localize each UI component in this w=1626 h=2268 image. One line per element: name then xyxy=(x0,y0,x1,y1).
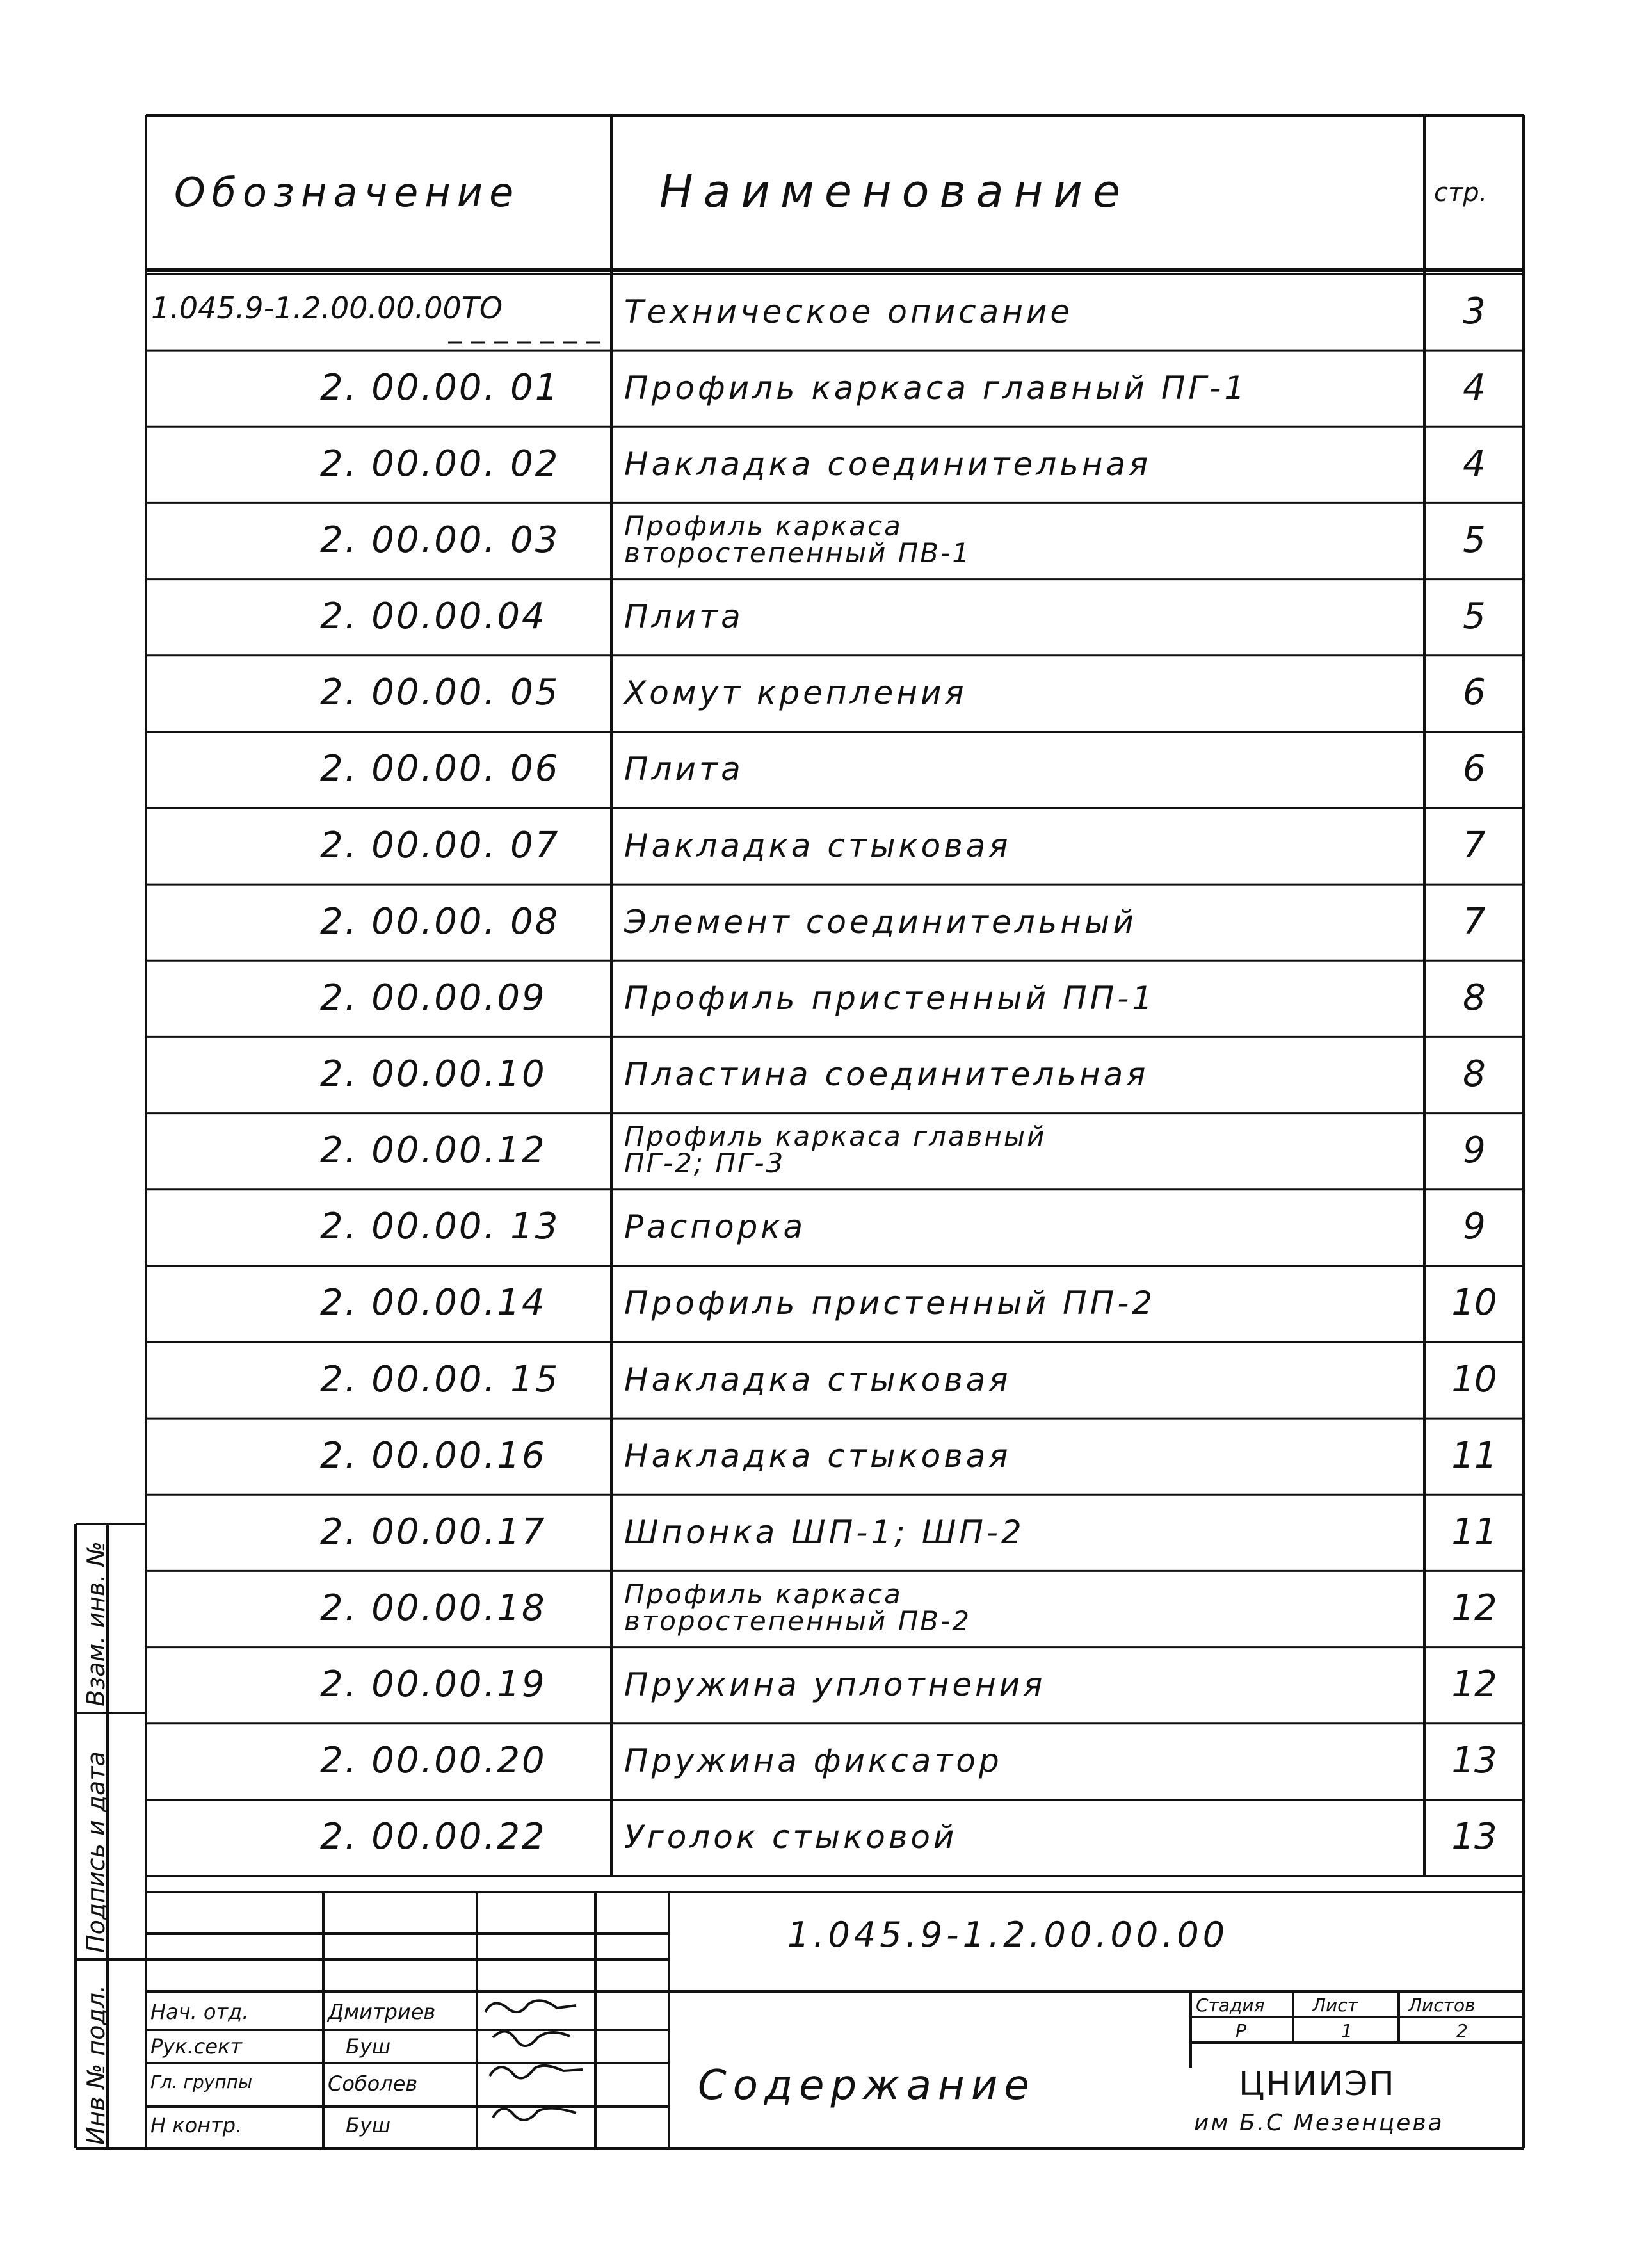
header-name: Наименование xyxy=(659,165,1131,218)
sheet-label: Лист xyxy=(1312,1995,1358,2016)
row-page: 13 xyxy=(1451,1816,1497,1858)
role-label: Гл. группы xyxy=(150,2071,253,2093)
row-code: 2. 00.00. 01 xyxy=(320,366,560,409)
stage-label: Стадия xyxy=(1196,1995,1265,2016)
header-page: стр. xyxy=(1434,178,1488,207)
row-code: 2. 00.00.17 xyxy=(320,1511,547,1553)
row-code: 2. 00.00.10 xyxy=(320,1053,547,1095)
row-name: Пружина фиксатор xyxy=(624,1742,1002,1780)
row-code: 2. 00.00. 03 xyxy=(320,519,560,561)
stage-value: Р xyxy=(1236,2020,1246,2041)
row-name: Профиль каркаса главный ПГ-2; ПГ-3 xyxy=(624,1121,1047,1179)
row-name: Накладка соединительная xyxy=(624,445,1152,483)
row-page: 6 xyxy=(1463,748,1486,790)
row-page: 12 xyxy=(1451,1664,1497,1706)
row-page: 8 xyxy=(1463,1053,1486,1095)
row-name: Пружина уплотнения xyxy=(624,1666,1046,1704)
side-stamp-sign-date: Подпись и дата xyxy=(82,1751,110,1953)
row-name: Плита xyxy=(624,598,744,636)
role-label: Н контр. xyxy=(150,2113,243,2137)
row-name: Распорка xyxy=(624,1208,807,1246)
row-page: 7 xyxy=(1463,900,1486,943)
organization-name: ЦНИИЭП xyxy=(1239,2065,1396,2103)
row-name: Пластина соединительная xyxy=(624,1056,1149,1093)
title-block-document-title: Содержание xyxy=(698,2062,1036,2109)
row-name: Профиль пристенный ПП-2 xyxy=(624,1284,1156,1322)
row-code: 2. 00.00.16 xyxy=(320,1434,547,1477)
row-code: 2. 00.00.18 xyxy=(320,1587,547,1629)
row-code: 2. 00.00.09 xyxy=(320,976,547,1019)
role-person: Буш xyxy=(346,2034,391,2059)
row-page: 5 xyxy=(1463,519,1486,561)
row-page: 11 xyxy=(1451,1434,1497,1477)
row-name: Накладка стыковая xyxy=(624,827,1011,864)
row-name: Профиль каркаса второстепенный ПВ-2 xyxy=(624,1578,971,1637)
title-block-document-code: 1.045.9-1.2.00.00.00 xyxy=(787,1915,1229,1955)
row-code: 2. 00.00.14 xyxy=(320,1282,547,1324)
row-name: Шпонка ШП-1; ШП-2 xyxy=(624,1513,1025,1551)
row-code: 2. 00.00.19 xyxy=(320,1664,547,1706)
row-code: 2. 00.00. 02 xyxy=(320,442,560,485)
row-page: 9 xyxy=(1463,1130,1486,1172)
row-name: Уголок стыковой xyxy=(624,1818,958,1856)
row-name: Хомут крепления xyxy=(624,674,967,712)
row-page: 8 xyxy=(1463,976,1486,1019)
row-code: 2. 00.00. 05 xyxy=(320,672,560,714)
row-code: 2. 00.00. 06 xyxy=(320,748,560,790)
role-label: Нач. отд. xyxy=(150,2000,249,2024)
sheets-label: Листов xyxy=(1408,1995,1476,2016)
row-name: Плита xyxy=(624,750,744,788)
row-code: 2. 00.00.04 xyxy=(320,595,547,638)
side-stamp-replace-inv: Взам. инв. № xyxy=(82,1541,110,1706)
row-page: 10 xyxy=(1451,1282,1497,1324)
row-name: Техническое описание xyxy=(624,293,1074,330)
row-code: 2. 00.00. 15 xyxy=(320,1358,560,1400)
row-page: 3 xyxy=(1463,290,1486,332)
row-code: 1.045.9-1.2.00.00.00ТО xyxy=(151,290,503,325)
row-name: Накладка стыковая xyxy=(624,1361,1011,1398)
row-name: Профиль каркаса главный ПГ-1 xyxy=(624,369,1248,407)
row-name: Накладка стыковая xyxy=(624,1437,1011,1475)
row-code: 2. 00.00. 13 xyxy=(320,1206,560,1248)
row-page: 4 xyxy=(1463,366,1486,409)
row-page: 10 xyxy=(1451,1358,1497,1400)
organization-subtitle: им Б.С Мезенцева xyxy=(1194,2110,1444,2136)
row-name: Элемент соединительный xyxy=(624,903,1137,941)
row-page: 4 xyxy=(1463,442,1486,485)
row-page: 11 xyxy=(1451,1511,1497,1553)
row-page: 13 xyxy=(1451,1740,1497,1782)
role-person: Соболев xyxy=(328,2071,418,2096)
row-code: 2. 00.00.22 xyxy=(320,1816,547,1858)
row-code: 2. 00.00. 07 xyxy=(320,824,560,866)
row-page: 6 xyxy=(1463,672,1486,714)
sheet-value: 1 xyxy=(1341,2020,1353,2041)
row-page: 5 xyxy=(1463,595,1486,638)
row-code: 2. 00.00.12 xyxy=(320,1130,547,1172)
row-code: 2. 00.00. 08 xyxy=(320,900,560,943)
row-code: 2. 00.00.20 xyxy=(320,1740,547,1782)
side-stamp-inv-original: Инв № подл. xyxy=(82,1984,110,2145)
header-designation: Обозначение xyxy=(174,169,520,216)
row-page: 12 xyxy=(1451,1587,1497,1629)
sheets-value: 2 xyxy=(1456,2020,1468,2041)
row-name: Профиль каркаса второстепенный ПВ-1 xyxy=(624,510,971,569)
role-person: Дмитриев xyxy=(328,2000,436,2024)
role-label: Рук.сект xyxy=(150,2034,242,2059)
row-name: Профиль пристенный ПП-1 xyxy=(624,979,1156,1017)
row-page: 9 xyxy=(1463,1206,1486,1248)
role-person: Буш xyxy=(346,2113,391,2137)
signatures-image xyxy=(480,1993,595,2146)
row-page: 7 xyxy=(1463,824,1486,866)
